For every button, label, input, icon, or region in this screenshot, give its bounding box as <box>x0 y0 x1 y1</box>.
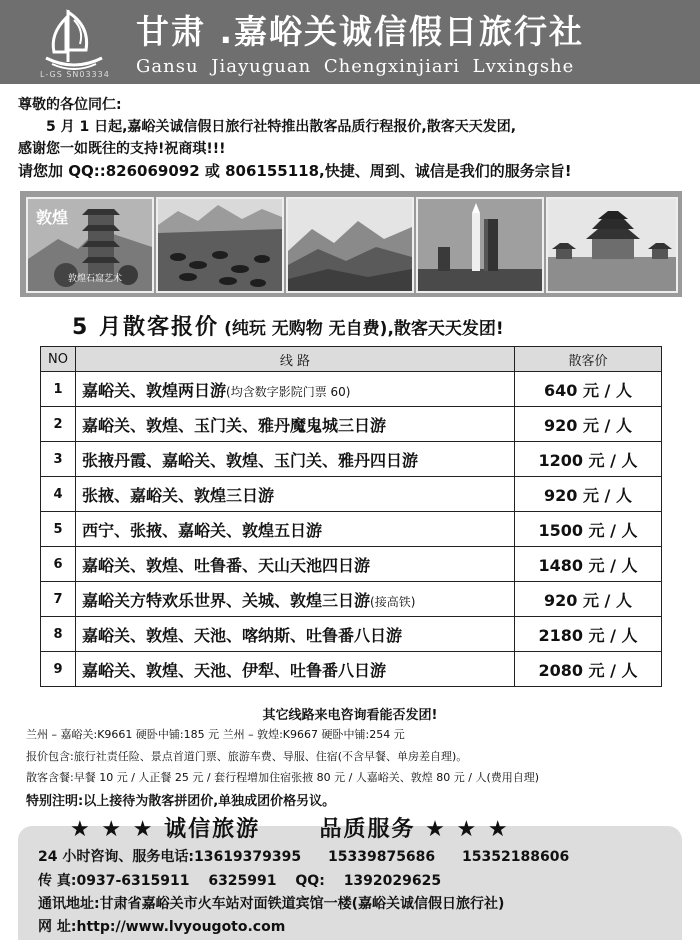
route-cell <box>76 442 515 477</box>
route-cell <box>76 372 515 407</box>
route-name: 嘉峪关方特欢乐世界、关城、敦煌三日游 <box>82 590 371 610</box>
photo-grassland-horses <box>156 197 284 293</box>
table-row <box>41 617 662 652</box>
hotline-label: 24 小时咨询、服务电话: <box>38 849 194 865</box>
address-text: 甘肃省嘉峪关市火车站对面铁道宾馆一楼(嘉峪关诚信假日旅行社) <box>99 896 505 912</box>
route-name: 张掖、嘉峪关、敦煌三日游 <box>82 485 275 505</box>
qq-label: QQ: <box>295 873 325 889</box>
price-includes: 报价包含:旅行社责任险、景点首道门票、旅游车费、导服、住宿(不含早餐、单房差自理)。 <box>26 750 468 763</box>
train-info: 兰州 – 嘉峪关:K9661 硬卧中铺:185 元 兰州 – 敦煌:K9667 硬卧中铺:254 元 <box>26 728 405 741</box>
route-name: 嘉峪关、敦煌、吐鲁番、天山天池四日游 <box>82 555 371 575</box>
route-note: (均含数字影院门票 60) <box>226 384 351 399</box>
row-number: 2 <box>41 407 76 442</box>
hotline-number-1[interactable]: 13619379395 <box>193 849 302 865</box>
table-header-row <box>41 347 662 372</box>
table-row <box>41 512 662 547</box>
fax-row <box>38 870 441 890</box>
row-number: 6 <box>41 547 76 582</box>
price-heading-title: 5 月散客报价 <box>72 315 219 340</box>
row-number: 5 <box>41 512 76 547</box>
route-name: 嘉峪关、敦煌、天池、伊犁、吐鲁番八日游 <box>82 660 387 680</box>
address-label: 通讯地址: <box>38 896 100 912</box>
intro-line-2: 感谢您一如既往的支持!祝商琪!!! <box>18 141 226 157</box>
route-price: 640 元 / 人 <box>515 372 662 407</box>
route-price: 920 元 / 人 <box>515 477 662 512</box>
photo-dunhuang-grottoes <box>26 197 154 293</box>
special-note: 特别注明:以上接待为散客拼团价,单独成团价格另议。 <box>26 794 336 809</box>
route-price: 920 元 / 人 <box>515 582 662 617</box>
slogan-right: 品质服务 ★ ★ ★ <box>319 817 510 842</box>
route-cell <box>76 617 515 652</box>
price-heading <box>72 310 504 341</box>
route-cell <box>76 582 515 617</box>
row-number: 8 <box>41 617 76 652</box>
route-price: 2080 元 / 人 <box>515 652 662 687</box>
meal-info: 散客含餐:早餐 10 元 / 人正餐 25 元 / 套行程增加住宿张掖 80 元 / 人嘉峪关、敦煌 80 元 / 人(费用自理) <box>26 771 540 784</box>
route-cell <box>76 652 515 687</box>
slogan <box>70 812 510 843</box>
table-row <box>41 582 662 617</box>
route-cell <box>76 512 515 547</box>
row-number: 9 <box>41 652 76 687</box>
table-row <box>41 442 662 477</box>
hotline-number-2[interactable]: 15339875686 <box>328 849 436 865</box>
route-name: 嘉峪关、敦煌、玉门关、雅丹魔鬼城三日游 <box>82 415 387 435</box>
other-routes-notice: 其它线路来电咨询看能否发团! <box>262 708 438 723</box>
fax-label: 传 真: <box>38 873 77 889</box>
slogan-left: ★ ★ ★ 诚信旅游 <box>70 817 261 842</box>
photo-jiayuguan-fortress <box>546 197 678 293</box>
sailboat-logo-icon <box>38 6 110 78</box>
route-price: 2180 元 / 人 <box>515 617 662 652</box>
table-row <box>41 477 662 512</box>
website-row <box>38 916 285 936</box>
photo-rocket-launch <box>416 197 544 293</box>
route-price: 1200 元 / 人 <box>515 442 662 477</box>
row-number: 3 <box>41 442 76 477</box>
price-table <box>40 346 662 687</box>
route-cell <box>76 547 515 582</box>
agency-title-en: Gansu Jiayuguan Chengxinjiari Lvxingshe <box>136 56 575 77</box>
row-number: 1 <box>41 372 76 407</box>
address-row <box>38 893 504 913</box>
price-heading-subtitle: (纯玩 无购物 无自费),散客天天发团! <box>224 319 504 339</box>
photo-danxia-landform <box>286 197 414 293</box>
table-row <box>41 407 662 442</box>
row-number: 4 <box>41 477 76 512</box>
agency-title-cn: 甘肃 .嘉峪关诚信假日旅行社 <box>136 12 585 51</box>
route-price: 920 元 / 人 <box>515 407 662 442</box>
column-header-no: NO <box>41 347 76 372</box>
qq-number[interactable]: 1392029625 <box>343 873 442 889</box>
greeting: 尊敬的各位同仁: <box>18 97 122 113</box>
fax-number-2: 6325991 <box>208 873 277 889</box>
hotline-number-3[interactable]: 15352188606 <box>462 849 570 865</box>
route-name: 嘉峪关、敦煌两日游 <box>82 380 227 400</box>
route-note: (接高铁) <box>370 594 416 609</box>
table-row <box>41 547 662 582</box>
fax-number-1: 0937-6315911 <box>76 873 190 889</box>
route-cell <box>76 477 515 512</box>
column-header-price: 散客价 <box>515 347 662 372</box>
photo-strip <box>20 191 682 297</box>
column-header-route: 线 路 <box>76 347 515 372</box>
table-row <box>41 652 662 687</box>
website-link[interactable]: http://www.lvyougoto.com <box>76 919 286 935</box>
photo-subcaption: 敦煌石窟艺术 <box>68 274 123 284</box>
logo-code: L-GS SN03334 <box>40 70 110 79</box>
photo-caption: 敦煌 <box>36 208 69 227</box>
route-name: 嘉峪关、敦煌、天池、喀纳斯、吐鲁番八日游 <box>82 625 403 645</box>
table-row <box>41 372 662 407</box>
route-name: 张掖丹霞、嘉峪关、敦煌、玉门关、雅丹四日游 <box>82 450 419 470</box>
hotline-row <box>38 846 569 866</box>
route-cell <box>76 407 515 442</box>
row-number: 7 <box>41 582 76 617</box>
route-price: 1500 元 / 人 <box>515 512 662 547</box>
route-name: 西宁、张掖、嘉峪关、敦煌五日游 <box>82 520 323 540</box>
route-price: 1480 元 / 人 <box>515 547 662 582</box>
intro-line-1: 5 月 1 日起,嘉峪关诚信假日旅行社特推出散客品质行程报价,散客天天发团, <box>46 119 517 135</box>
website-label: 网 址: <box>38 919 77 935</box>
intro-qq-line: 请您加 QQ::826069092 或 806155118,快捷、周到、诚信是我们的服务宗旨! <box>18 162 572 180</box>
